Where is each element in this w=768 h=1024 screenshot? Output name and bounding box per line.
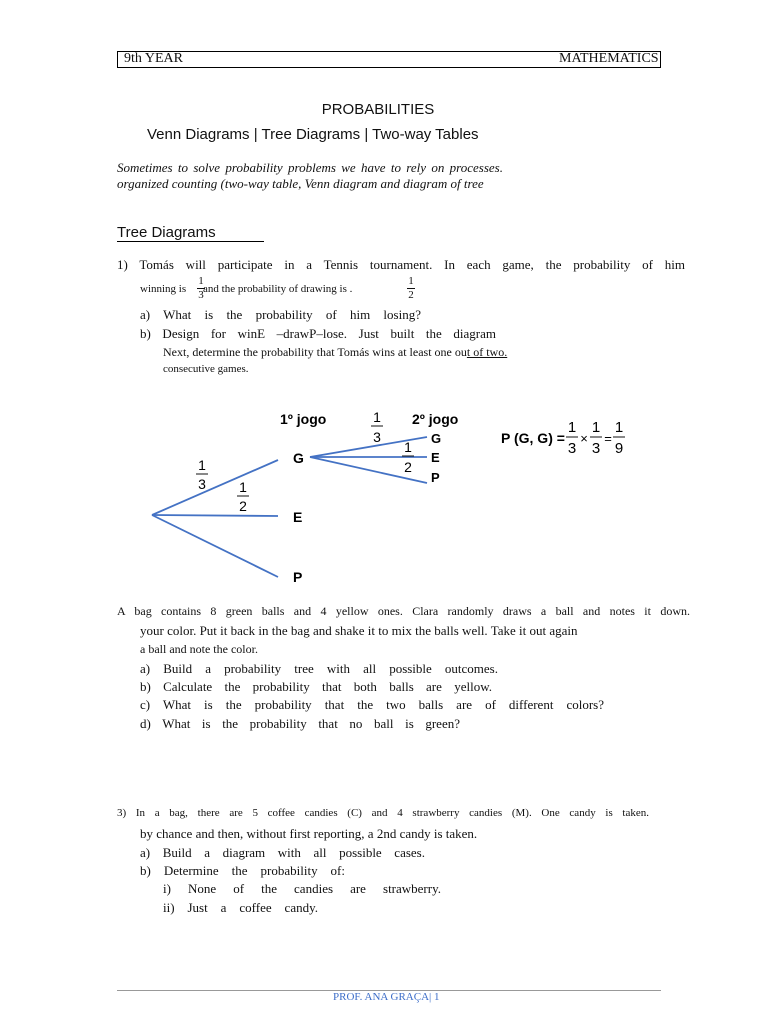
q3-i: i) None of the candies are strawberry. bbox=[163, 881, 441, 896]
node-g1: G bbox=[293, 450, 304, 466]
q1-line2b: and the probability of drawing is . bbox=[203, 283, 353, 295]
q2-line1: A bag contains 8 green balls and 4 yellow ones. Clara randomly draws a ball and notes it down. bbox=[117, 604, 690, 618]
branch-frac-b-den: 2 bbox=[239, 498, 247, 514]
formula-f2-den: 3 bbox=[591, 440, 601, 457]
q3-a: a) Build a diagram with all possible cases. bbox=[140, 845, 425, 860]
branch-root-e bbox=[152, 515, 278, 516]
intro-text: Sometimes to solve probability problems we have to rely on processes. organized counting (two-way table, Venn diagram and diagram of tree bbox=[117, 160, 503, 191]
q1-line2a: winning is bbox=[140, 283, 187, 295]
q1-line1: 1) Tomás will participate in a Tennis tournament. In each game, the probability of him bbox=[117, 257, 685, 272]
node-e2: E bbox=[431, 450, 440, 465]
branch-root-p bbox=[152, 515, 278, 577]
q1-b2a: Next, determine the probability that Tomás wins at least one ou bbox=[163, 345, 467, 359]
node-e1: E bbox=[293, 509, 303, 525]
branch-frac-b-num: 1 bbox=[239, 479, 247, 495]
branch-frac-c-num: 1 bbox=[373, 409, 381, 425]
header-subject: MATHEMATICS bbox=[559, 51, 659, 66]
branch-root-g bbox=[152, 460, 278, 515]
frac-den: 2 bbox=[408, 289, 414, 301]
page-subtitle: Venn Diagrams | Tree Diagrams | Two-way Tables bbox=[147, 126, 479, 143]
node-p1: P bbox=[293, 569, 303, 585]
footer-author: PROF. ANA GRAÇA| 1 bbox=[333, 991, 440, 1003]
formula-label: P (G, G) = bbox=[501, 430, 565, 446]
formula-f3-num: 1 bbox=[614, 419, 624, 436]
section-title: Tree Diagrams bbox=[117, 224, 264, 242]
q3-line1: 3) In a bag, there are 5 coffee candies (C) and 4 strawberry candies (M). One candy is taken. bbox=[117, 807, 649, 819]
formula-f2-num: 1 bbox=[591, 419, 601, 436]
frac-den: 3 bbox=[198, 289, 204, 301]
tree-diagram bbox=[140, 400, 640, 590]
q2-line3: a ball and note the color. bbox=[140, 642, 258, 656]
header-year: 9th YEAR bbox=[124, 51, 183, 66]
q1-b2 bbox=[163, 345, 533, 360]
node-p2: P bbox=[431, 470, 440, 485]
page-title: PROBABILITIES bbox=[321, 101, 435, 118]
q1-b2b: t of two. bbox=[466, 345, 508, 359]
formula-times: × bbox=[580, 431, 588, 446]
q2-c: c) What is the probability that the two balls are of different colors? bbox=[140, 697, 604, 712]
q3-ii: ii) Just a coffee candy. bbox=[163, 900, 318, 915]
q2-a: a) Build a probability tree with all possible outcomes. bbox=[140, 661, 498, 676]
q1-a: a) What is the probability of him losing? bbox=[140, 307, 421, 322]
q2-b: b) Calculate the probability that both balls are yellow. bbox=[140, 679, 492, 694]
branch-frac-c-den: 3 bbox=[373, 429, 381, 445]
formula-equals: = bbox=[604, 431, 612, 446]
q2-d: d) What is the probability that no ball is green? bbox=[140, 716, 460, 731]
branch-frac-a-num: 1 bbox=[198, 457, 206, 473]
q1-b3: consecutive games. bbox=[163, 363, 249, 375]
formula-f1-den: 3 bbox=[567, 440, 577, 457]
q1-frac-draw bbox=[407, 276, 415, 301]
branch-frac-a-den: 3 bbox=[198, 476, 206, 492]
label-game2: 2º jogo bbox=[412, 411, 459, 427]
node-g2: G bbox=[431, 431, 442, 446]
q2-line2: your color. Put it back in the bag and shake it to mix the balls well. Take it out again bbox=[140, 623, 578, 638]
frac-num: 1 bbox=[408, 275, 414, 287]
frac-num: 1 bbox=[198, 275, 204, 287]
q3-line2: by chance and then, without first reporting, a 2nd candy is taken. bbox=[140, 826, 478, 841]
branch-frac-d-den: 2 bbox=[404, 459, 412, 475]
formula-f1-num: 1 bbox=[567, 419, 577, 436]
formula-f3-den: 9 bbox=[614, 440, 624, 457]
branch-frac-d-num: 1 bbox=[404, 439, 412, 455]
q3-b: b) Determine the probability of: bbox=[140, 863, 345, 878]
label-game1: 1º jogo bbox=[280, 411, 327, 427]
q1-b: b) Design for winE –drawP–lose. Just built the diagram bbox=[140, 326, 496, 341]
